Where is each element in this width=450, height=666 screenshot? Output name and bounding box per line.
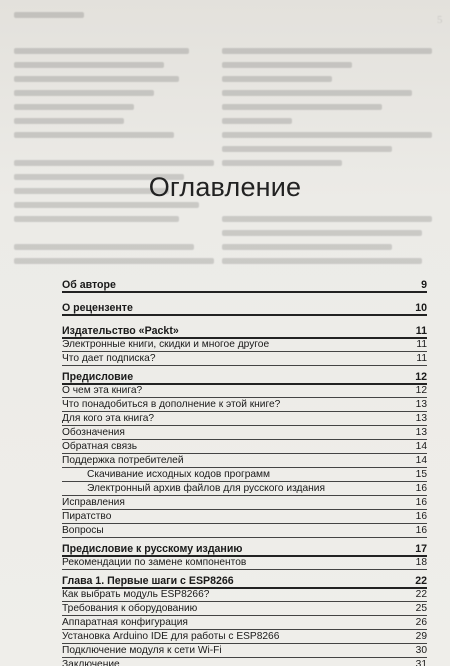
toc-entry-page: 15: [415, 469, 427, 480]
toc-entry[interactable]: [62, 587, 427, 602]
toc-entry-label: Пиратство: [62, 511, 112, 522]
toc-entry-page: 16: [415, 525, 427, 536]
toc-entry-label: Электронные книги, скидки и многое другое: [62, 339, 270, 350]
toc-entry-label: Установка Arduino IDE для работы с ESP8266: [62, 631, 280, 642]
toc-entry[interactable]: [62, 467, 427, 482]
toc-entry[interactable]: [62, 481, 427, 496]
toc-entry[interactable]: [62, 509, 427, 524]
toc-entry-page: 25: [415, 603, 427, 614]
toc-entry-label: Обратная связь: [62, 441, 138, 452]
toc-entry-page: 13: [415, 413, 427, 424]
toc-entry-page: 11: [416, 339, 427, 350]
toc-entry-label: Для кого эта книга?: [62, 413, 155, 424]
toc-entry-page: 16: [415, 483, 427, 494]
show-through-text: 5: [0, 0, 450, 280]
toc-entry-page: 9: [421, 279, 427, 291]
toc-entry-label: Рекомендации по замене компонентов: [62, 557, 247, 568]
toc-entry-page: 30: [415, 645, 427, 656]
toc-entry-label: Предисловие к русскому изданию: [62, 543, 243, 555]
toc-entry-page: 11: [415, 325, 427, 337]
toc-entry[interactable]: [62, 383, 427, 398]
toc-entry[interactable]: [62, 277, 427, 293]
toc-entry-label: Глава 1. Первые шаги с ESP8266: [62, 575, 234, 587]
toc-entry-page: 10: [415, 302, 427, 314]
page-title: Оглавление: [148, 172, 302, 202]
toc-entry-label: Что понадобиться в дополнение к этой книге?: [62, 399, 281, 410]
toc-entry[interactable]: [62, 657, 427, 666]
toc-entry[interactable]: [62, 555, 427, 570]
toc-entry[interactable]: [62, 439, 427, 454]
toc-entry-page: 14: [415, 441, 427, 452]
toc-entry-label: Поддержка потребителей: [62, 455, 184, 466]
toc-entry[interactable]: [62, 300, 427, 316]
toc-entry-page: 31: [415, 659, 427, 666]
toc-entry-page: 16: [415, 511, 427, 522]
toc-entry-label: Издательство «Packt»: [62, 325, 179, 337]
toc-entry-label: Скачивание исходных кодов программ: [87, 469, 271, 480]
toc-entry-label: Обозначения: [62, 427, 125, 438]
toc-entry-page: 13: [415, 399, 427, 410]
toc-entry-label: О рецензенте: [62, 302, 133, 314]
toc-entry-page: 12: [415, 371, 427, 383]
toc-entry-label: Аппаратная конфигурация: [62, 617, 188, 628]
toc-entry-page: 17: [415, 543, 427, 555]
toc-entry[interactable]: [62, 425, 427, 440]
toc-entry-label: О чем эта книга?: [62, 385, 143, 396]
toc-entry-label: Вопросы: [62, 525, 104, 536]
toc-entry-page: 13: [415, 427, 427, 438]
toc-entry-page: 29: [415, 631, 427, 642]
toc-entry-label: Требования к оборудованию: [62, 603, 198, 614]
toc-entry-page: 22: [415, 589, 427, 600]
toc-entry[interactable]: [62, 629, 427, 644]
toc-entry-label: Подключение модуля к сети Wi-Fi: [62, 645, 222, 656]
toc-entry-page: 26: [415, 617, 427, 628]
toc-entry-label: Исправления: [62, 497, 125, 508]
toc-entry[interactable]: [62, 615, 427, 630]
toc-entry[interactable]: [62, 397, 427, 412]
toc-entry[interactable]: [62, 351, 427, 366]
toc-entry-label: Предисловие: [62, 371, 134, 383]
toc-entry[interactable]: [62, 411, 427, 426]
toc-entry[interactable]: [62, 523, 427, 538]
toc-entry-page: 16: [415, 497, 427, 508]
toc-entry-label: Что дает подписка?: [62, 353, 156, 364]
toc-entry[interactable]: [62, 601, 427, 616]
toc-entry[interactable]: [62, 453, 427, 468]
toc-entry-label: Электронный архив файлов для русского издания: [87, 483, 325, 494]
toc-entry-page: 22: [415, 575, 427, 587]
toc-entry[interactable]: [62, 337, 427, 352]
toc-entry-page: 14: [415, 455, 427, 466]
toc-entry-page: 18: [415, 557, 427, 568]
toc-entry-label: Заключение: [62, 659, 120, 666]
toc-entry-label: Об авторе: [62, 279, 116, 291]
toc-entry[interactable]: [62, 643, 427, 658]
toc-entry[interactable]: [62, 495, 427, 510]
toc-entry-label: Как выбрать модуль ESP8266?: [62, 589, 210, 600]
toc-entry-page: 11: [416, 353, 427, 364]
toc-entry-page: 12: [415, 385, 427, 396]
